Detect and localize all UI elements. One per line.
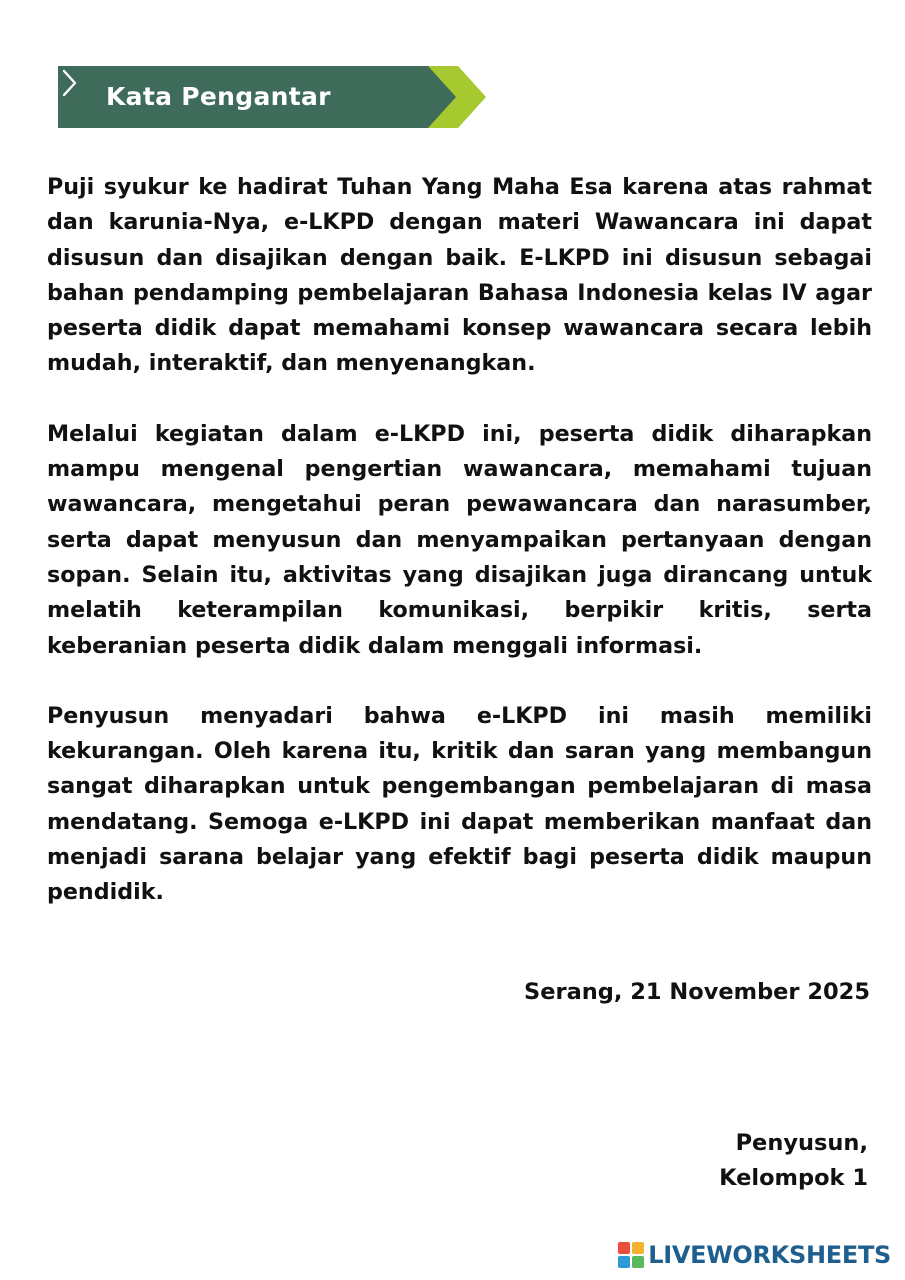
place-date: Serang, 21 November 2025 [524,979,870,1005]
page-title: Kata Pengantar [106,82,331,111]
paragraph-3: Penyusun menyadari bahwa e-LKPD ini masih memiliki kekurangan. Oleh karena itu, kritik dan saran yang membangun sangat diharapkan untuk pengembangan pembelajaran di masa mendatang. Semoga e-LKPD ini dapat memberikan manfaat dan menjadi sarana belajar yang efektif bagi peserta didik maupun pendidik. [47,702,872,906]
chevron-right-icon [58,66,80,100]
liveworksheets-logo-text: LIVEWORKSHEETS [648,1241,891,1269]
liveworksheets-logo [618,1238,891,1272]
signature-block [719,1126,868,1196]
liveworksheets-logo-icon [618,1242,644,1268]
paragraph-1: Puji syukur ke hadirat Tuhan Yang Maha Esa karena atas rahmat dan karunia-Nya, e-LKPD dengan materi Wawancara ini dapat disusun dan disajikan dengan baik. E-LKPD ini disusun sebagai bahan pendamping pembelajaran Bahasa Indonesia kelas IV agar peserta didik dapat memahami konsep wawancara secara lebih mudah, interaktif, dan menyenangkan. [47,174,872,377]
author-name: Kelompok 1 [719,1165,868,1191]
foreword-body [47,170,872,946]
section-header-banner [58,66,488,128]
paragraph-2: Melalui kegiatan dalam e-LKPD ini, peserta didik diharapkan mampu mengenal pengertian wawancara, memahami tujuan wawancara, mengetahui peran pewawancara dan narasumber, serta dapat menyusun dan menyampaikan pertanyaan dengan sopan. Selain itu, aktivitas yang disajikan juga dirancang untuk melatih keterampilan komunikasi, berpikir kritis, serta keberanian peserta didik dalam menggali informasi. [47,420,872,659]
author-label: Penyusun, [735,1130,868,1156]
